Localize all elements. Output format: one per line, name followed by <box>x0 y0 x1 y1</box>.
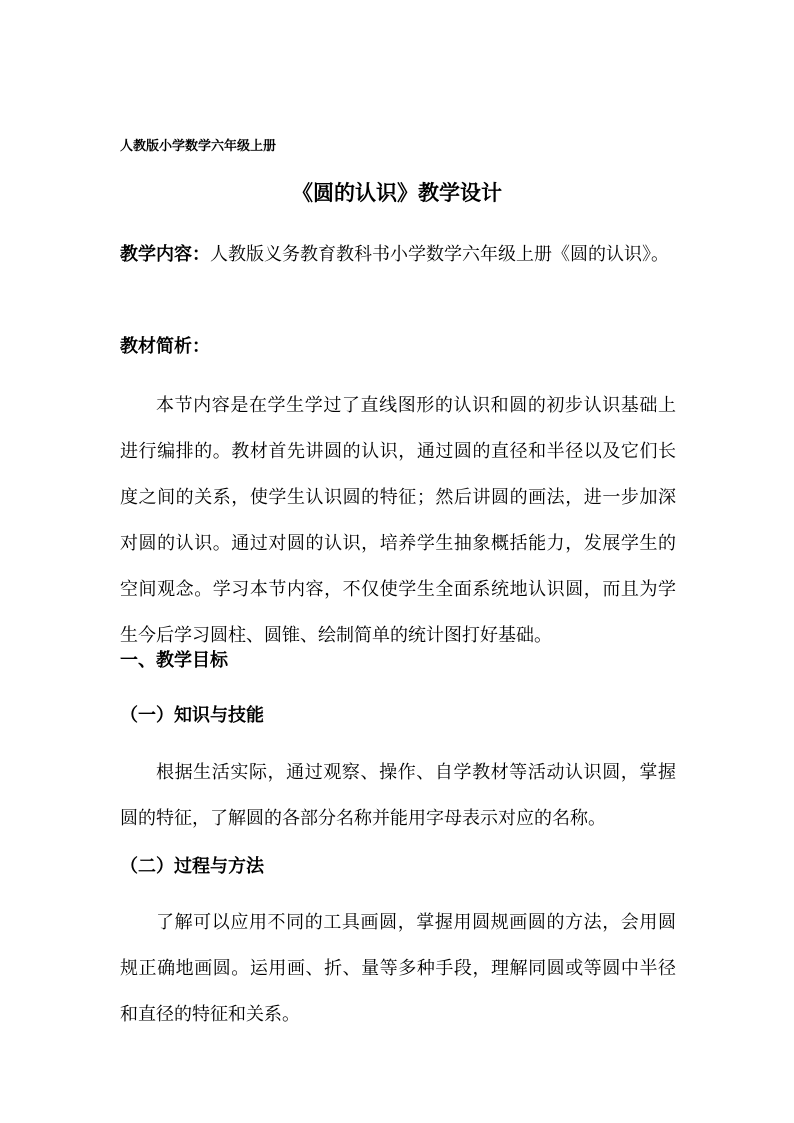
teaching-content-label: 教学内容： <box>120 244 210 265</box>
material-analysis-heading: 教材简析： <box>120 336 210 357</box>
teaching-content-text: 人教版义务教育教科书小学数学六年级上册《圆的认识》。 <box>210 244 669 265</box>
section-teaching-goals-heading: 一、教学目标 <box>120 650 228 671</box>
goal-knowledge-skills-body: 根据生活实际，通过观察、操作、自学教材等活动认识圆，掌握圆的特征，了解圆的各部分名称并能用字母表示对应的名称。 <box>120 762 676 829</box>
goal-process-methods-body: 了解可以应用不同的工具画圆，掌握用圆规画圆的方法，会用圆规正确地画圆。运用画、折、量等多种手段，理解同圆或等圆中半径和直径的特征和关系。 <box>120 912 676 1025</box>
page-title: 《圆的认识》教学设计 <box>292 180 502 205</box>
series-label: 人教版小学数学六年级上册 <box>120 139 277 154</box>
goal-process-methods-heading: （二）过程与方法 <box>120 856 264 877</box>
goal-knowledge-skills-heading: （一）知识与技能 <box>120 705 264 726</box>
material-analysis-body: 本节内容是在学生学过了直线图形的认识和圆的初步认识基础上进行编排的。教材首先讲圆的认识，通过圆的直径和半径以及它们长度之间的关系，使学生认识圆的特征；然后讲圆的画法，进一步加深对圆的认识。通过对圆的认识，培养学生抽象概括能力，发展学生的空间观念。学习本节内容，不仅使学生全面系统地认识圆，而且为学生今后学习圆柱、圆锥、绘制简单的统计图打好基础。 <box>120 395 676 646</box>
teaching-content-paragraph <box>120 232 676 278</box>
